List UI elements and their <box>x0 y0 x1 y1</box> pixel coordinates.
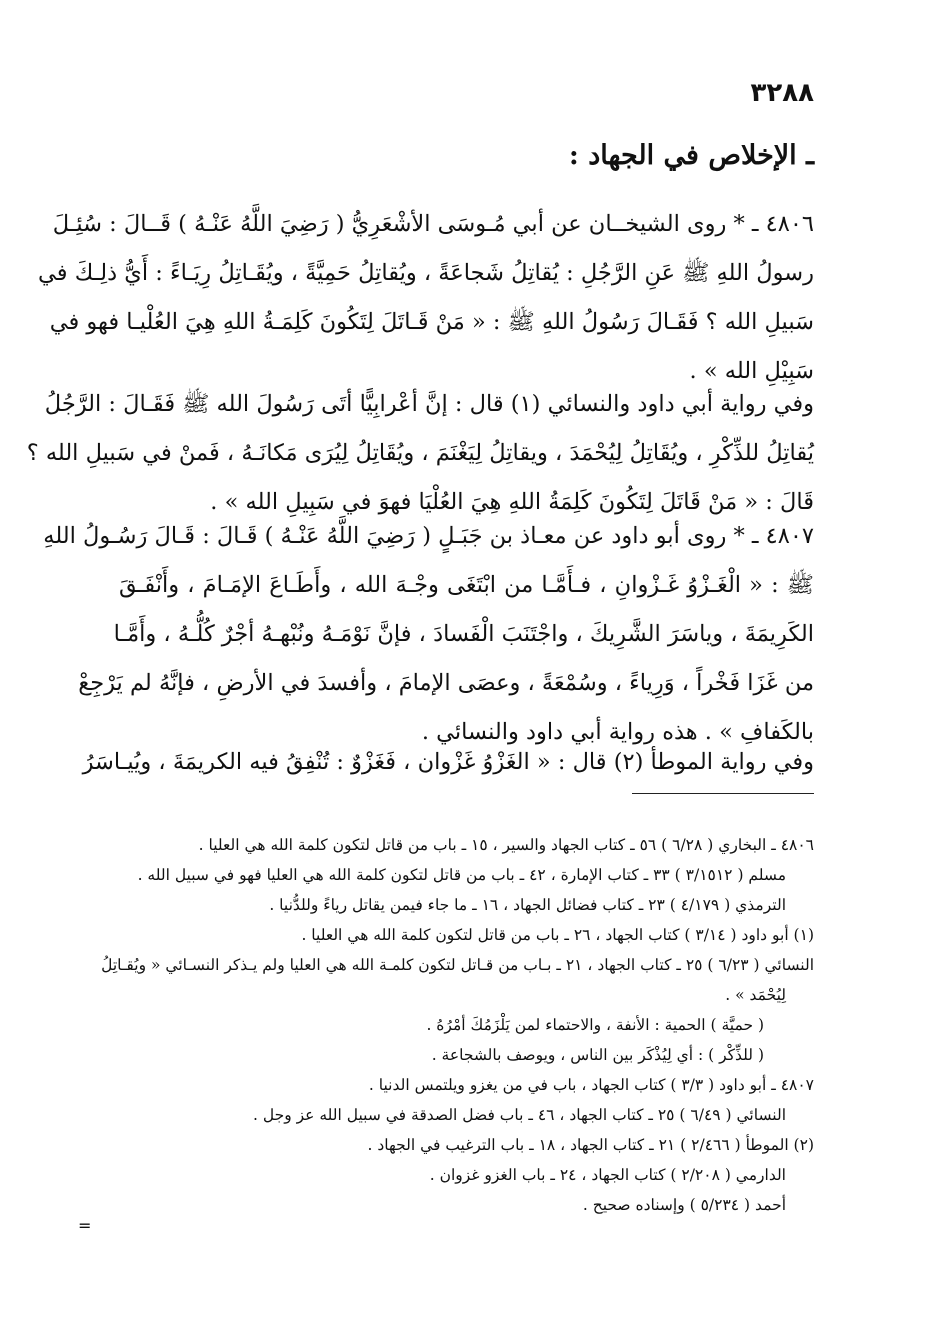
footnote-line: ٤٨٠٧ ـ أبو داود ( ٣/٣ ) كتاب الجهاد ، باب في من يغزو ويلتمس الدنيا . <box>368 1076 814 1094</box>
footnote-divider <box>632 793 814 794</box>
footnote-line: ٤٨٠٦ ـ البخاري ( ٦/٢٨ ) ٥٦ ـ كتاب الجهاد والسير ، ١٥ ـ باب من قاتل لتكون كلمة الله هي العليا . <box>198 836 814 854</box>
text-line: ٤٨٠٦ ـ * روى الشيخــان عن أبي مُـوسَى الأشْعَرِيُّ ( رَضِيَ اللَّهُ عَنْـهُ ) قَــالَ : سُئِـلَ <box>52 211 814 237</box>
narration-paragraph <box>82 738 814 787</box>
footnote-line: النسائي ( ٦/٤٩ ) ٢٥ ـ كتاب الجهاد ، ٤٦ ـ باب فضل الصدقة في سبيل الله عز وجل . <box>253 1106 786 1124</box>
footnote-line: مسلم ( ٣/١٥١٢ ) ٣٣ ـ كتاب الإمارة ، ٤٢ ـ باب من قاتل لتكون كلمة الله هي العليا فهو في سبيل الله . <box>137 866 786 884</box>
footnote-line: ( للذِّكْر ) : أي لِيُذْكَر بين الناس ، ويوصف بالشجاعة . <box>431 1046 764 1064</box>
text-line: الكَرِيمَةَ ، وياسَرَ الشَّرِيكَ ، واجْتَنَبَ الْفَسادَ ، فإنَّ نَوْمَـهُ ونُبْهـهُ أجْرٌ كُلُّـهُ ، وأَمَّـا <box>113 621 814 647</box>
footnote-line: الدارمي ( ٢/٢٠٨ ) كتاب الجهاد ، ٢٤ ـ باب الغزو غزوان . <box>429 1166 786 1184</box>
section-title: ـ الإخلاص في الجهاد : <box>568 140 814 171</box>
text-line: قَالَ : « مَنْ قَاتَلَ لِتَكُونَ كَلِمَةُ اللهِ هِيَ العُلْيَا فهوَ في سَبِيلِ الله » . <box>210 489 814 515</box>
text-line: ٤٨٠٧ ـ * روى أبو داود عن معـاذ بن جَبَـلٍ ( رَضِيَ اللَّهُ عَنْـهُ ) قَـالَ : قَـالَ رَسُـولُ اللهِ <box>43 523 814 549</box>
footnote-line: ( حميَّة ) الحمية : الأنفة ، والاحتماء لمن يَلْزَمُكَ أمْرُهُ . <box>426 1016 764 1034</box>
page-number: ٣٢٨٨ <box>750 78 814 108</box>
text-line: وفي رواية الموطأ (٢) قال : « الغَزْوُ غَزْوان ، فَغَزْوٌ : تُنْفِقُ فيه الكريمَةَ ، ويُيـاسَرُ <box>82 749 814 775</box>
text-line: بالكَفافِ » . هذه رواية أبي داود والنسائي . <box>421 719 814 745</box>
text-line: وفي رواية أبي داود والنسائي (١) قال : إنَّ أعْرابِيًّا أتَى رَسُولَ الله ﷺ فَقَـالَ : الرَّجُلُ <box>44 391 814 417</box>
footnote-line: النسائي ( ٦/٢٣ ) ٢٥ ـ كتاب الجهاد ، ٢١ ـ بـاب من قـاتل لتكون كلمـة الله هي العليا ولم يـذكر النسـائي « ويُقـاتِلُ <box>101 956 814 974</box>
footnote-line: (٢) الموطأ ( ٢/٤٦٦ ) ٢١ ـ كتاب الجهاد ، ١٨ ـ باب الترغيب في الجهاد . <box>367 1136 814 1154</box>
text-line: ﷺ : « الْغَـزْوُ غَـزْوانِ ، فـأَمَّـا من ابْتَغَى وجْـهَ الله ، وأَطَـاعَ الإمَـامَ ، وأَنْفَـقَ <box>119 572 814 598</box>
footnote-line: لِيُحْمَد » . <box>725 986 786 1004</box>
footnote-line: أحمد ( ٥/٢٣٤ ) وإسناده صحيح . <box>582 1196 786 1214</box>
hadith-paragraph <box>43 512 814 757</box>
footnotes <box>101 830 814 1220</box>
narration-paragraph <box>26 380 814 527</box>
text-line: من غَزَا فَخْراً ، وَرِياءً ، وسُمْعَةً ، وعصَى الإمامَ ، وأفسدَ في الأرضِ ، فإنَّهُ لم يَرْجِعْ <box>78 670 814 696</box>
margin-mark: = <box>78 1216 92 1235</box>
text-line: سَبيلِ الله ؟ فَقَـالَ رَسُولُ اللهِ ﷺ : « مَنْ قَـاتَلَ لِتَكُونَ كَلِمَـةُ اللهِ هِيَ العُلْيـا فهو في <box>49 309 814 335</box>
text-line: رسولُ اللهِ ﷺ عَنِ الرَّجُلِ : يُقاتِلُ شَجاعَةً ، ويُقاتِلُ حَمِيَّةً ، ويُقَـاتِلُ رِيَـاءً : أَيُّ ذلِـكَ في <box>38 260 814 286</box>
text-line: سَبِيْلِ الله » . <box>689 358 814 384</box>
hadith-paragraph <box>38 200 814 396</box>
footnote-line: الترمذي ( ٤/١٧٩ ) ٢٣ ـ كتاب فضائل الجهاد ، ١٦ ـ ما جاء فيمن يقاتل رياءً وللدُّنيا . <box>269 896 786 914</box>
text-line: يُقاتِلُ للذِّكْرِ ، ويُقَاتِلُ لِيُحْمَدَ ، ويقاتِلُ لِيَغْنَمَ ، ويُقَاتِلُ لِيُرَى مَكانَـهُ ، فَمنْ في سَبيلِ الله ؟ <box>26 440 814 466</box>
footnote-line: (١) أبو داود ( ٣/١٤ ) كتاب الجهاد ، ٢٦ ـ باب من قاتل لتكون كلمة الله هي العليا . <box>301 926 814 944</box>
